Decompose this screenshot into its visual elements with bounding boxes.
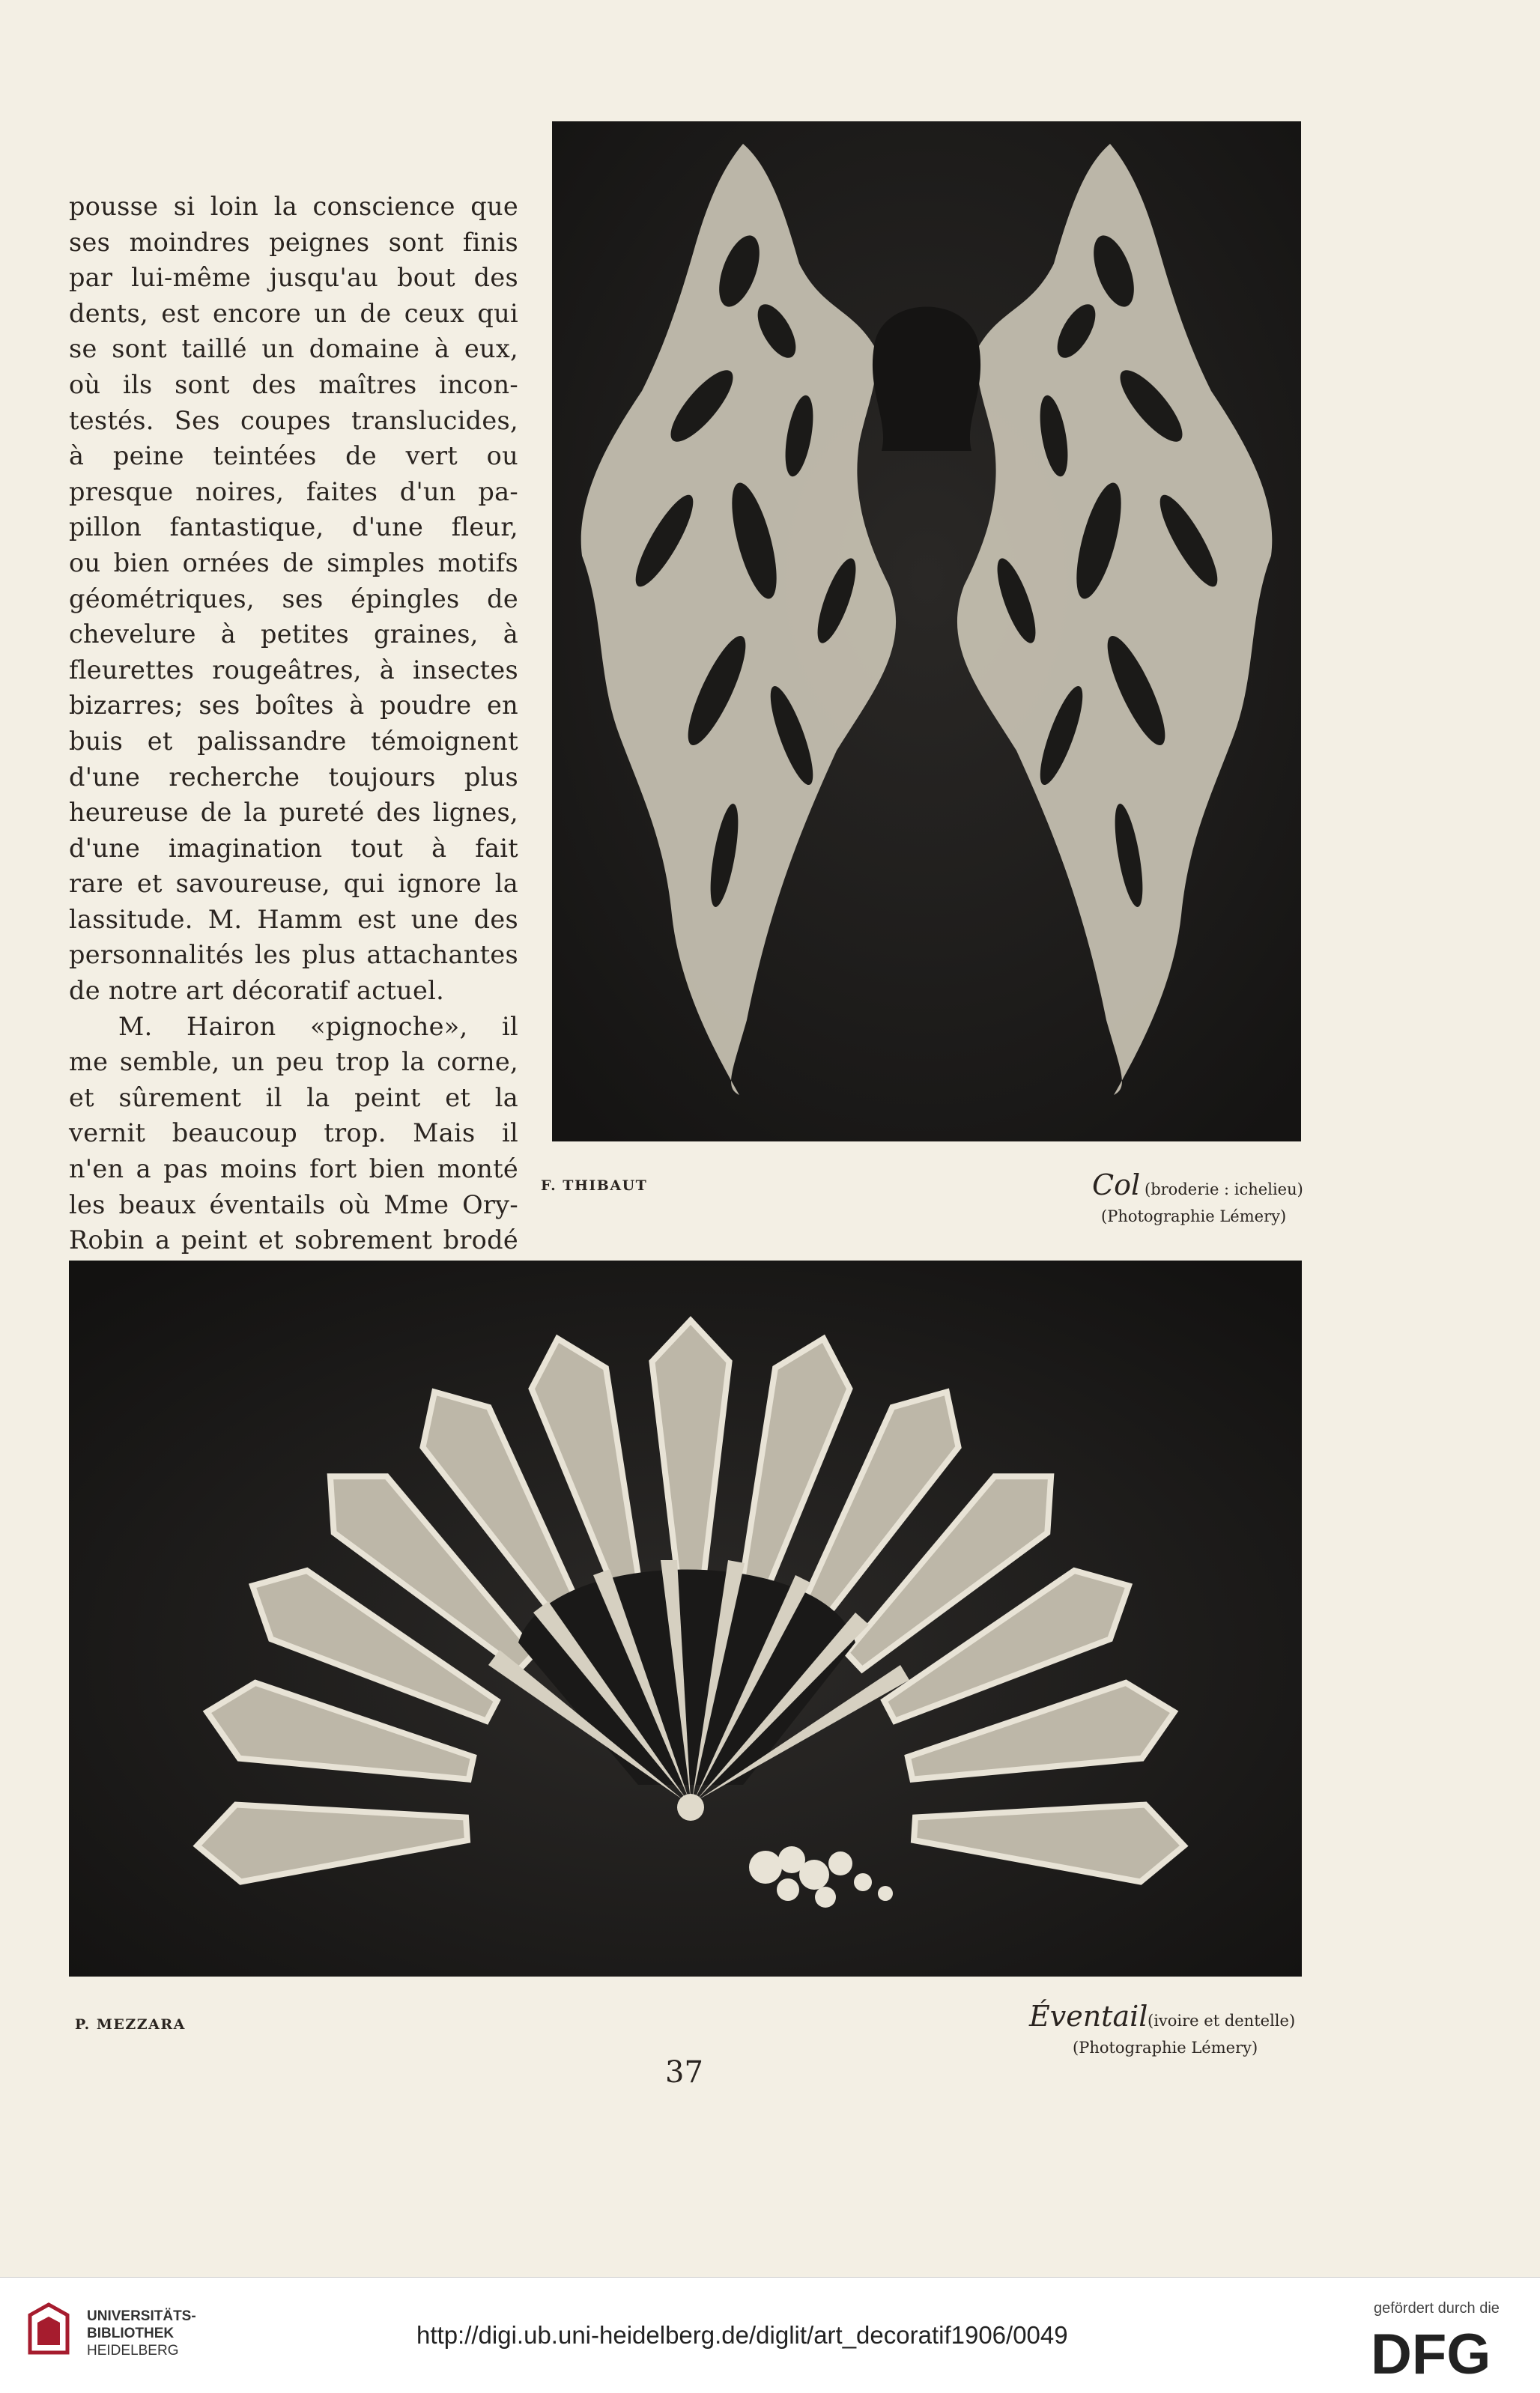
text-line: chevelure à petites graines, à <box>69 619 518 649</box>
caption-photo-credit: (Photographie Lémery) <box>1101 1207 1287 1225</box>
caption-photo-credit: (Photographie Lémery) <box>1073 2039 1258 2057</box>
library-name-line: BIBLIOTHEK <box>87 2326 175 2341</box>
text-line: d'une recherche toujours plus <box>69 762 518 792</box>
body-text-column <box>69 189 518 1258</box>
text-line: heureuse de la pureté des lignes, <box>69 798 518 828</box>
caption-title: Col <box>1092 1168 1141 1201</box>
university-library-logo-icon <box>22 2300 75 2360</box>
text-line: rare et savoureuse, qui ignore la <box>69 869 518 899</box>
caption-medium: (ivoire et dentelle) <box>1148 2012 1296 2030</box>
library-name <box>87 2308 196 2359</box>
text-line: me semble, un peu trop la corne, <box>69 1047 518 1077</box>
text-line: presque noires, faites d'un pa- <box>69 476 518 506</box>
text-line: ses moindres peignes sont finis <box>69 227 518 257</box>
digitization-footer <box>0 2277 1540 2393</box>
fan-photo <box>69 1261 1302 1977</box>
text-line: fleurettes rougeâtres, à insectes <box>69 655 518 685</box>
text-line: M. Hairon «pignoche», il <box>118 1011 518 1041</box>
text-line: géométriques, ses épingles de <box>69 583 518 613</box>
text-line: Robin a peint et sobrement brodé <box>69 1225 518 1255</box>
dfg-logo <box>1371 2326 1518 2380</box>
text-line: testés. Ses coupes translucides, <box>69 405 518 435</box>
text-line: buis et palissandre témoignent <box>69 726 518 756</box>
text-line: de notre art décoratif actuel. <box>69 976 445 1006</box>
funded-by-text: gefördert durch die <box>1374 2300 1500 2317</box>
text-line: personnalités les plus attachantes <box>69 940 518 970</box>
text-line: n'en a pas moins fort bien monté <box>69 1154 518 1184</box>
text-line: où ils sont des maîtres incon- <box>69 369 518 399</box>
photo-credit-artist: F. THIBAUT <box>541 1177 648 1194</box>
text-line: ou bien ornées de simples motifs <box>69 548 518 577</box>
text-line: vernit beaucoup trop. Mais il <box>69 1118 518 1148</box>
text-line: pillon fantastique, d'une fleur, <box>69 512 518 542</box>
lace-collar-photo <box>552 121 1301 1141</box>
page-url-link[interactable]: http://digi.ub.uni-heidelberg.de/diglit/art_decoratif1906/0049 <box>416 2321 1068 2349</box>
text-line: d'une imagination tout à fait <box>69 833 518 863</box>
text-line: et sûrement il la peint et la <box>69 1082 518 1112</box>
text-line: se sont taillé un domaine à eux, <box>69 334 518 364</box>
caption-medium: (broderie : ichelieu) <box>1145 1180 1303 1198</box>
text-line: pousse si loin la conscience que <box>69 192 518 221</box>
text-line: lassitude. M. Hamm est une des <box>69 904 518 934</box>
text-line: les beaux éventails où Mme Ory- <box>69 1189 518 1219</box>
photo-credit-artist: P. MEZZARA <box>75 2016 186 2033</box>
text-line: par lui-même jusqu'au bout des <box>69 263 518 293</box>
library-name-line: HEIDELBERG <box>87 2343 179 2359</box>
dfg-logo-text: DFG <box>1371 2326 1491 2380</box>
text-line: à peine teintées de vert ou <box>69 441 518 471</box>
text-line: dents, est encore un de ceux qui <box>69 298 518 328</box>
text-line: bizarres; ses boîtes à poudre en <box>69 691 518 721</box>
library-name-line: UNIVERSITÄTS- <box>87 2308 196 2324</box>
page-number: 37 <box>665 2055 703 2090</box>
caption-title: Éventail <box>1029 2000 1148 2033</box>
